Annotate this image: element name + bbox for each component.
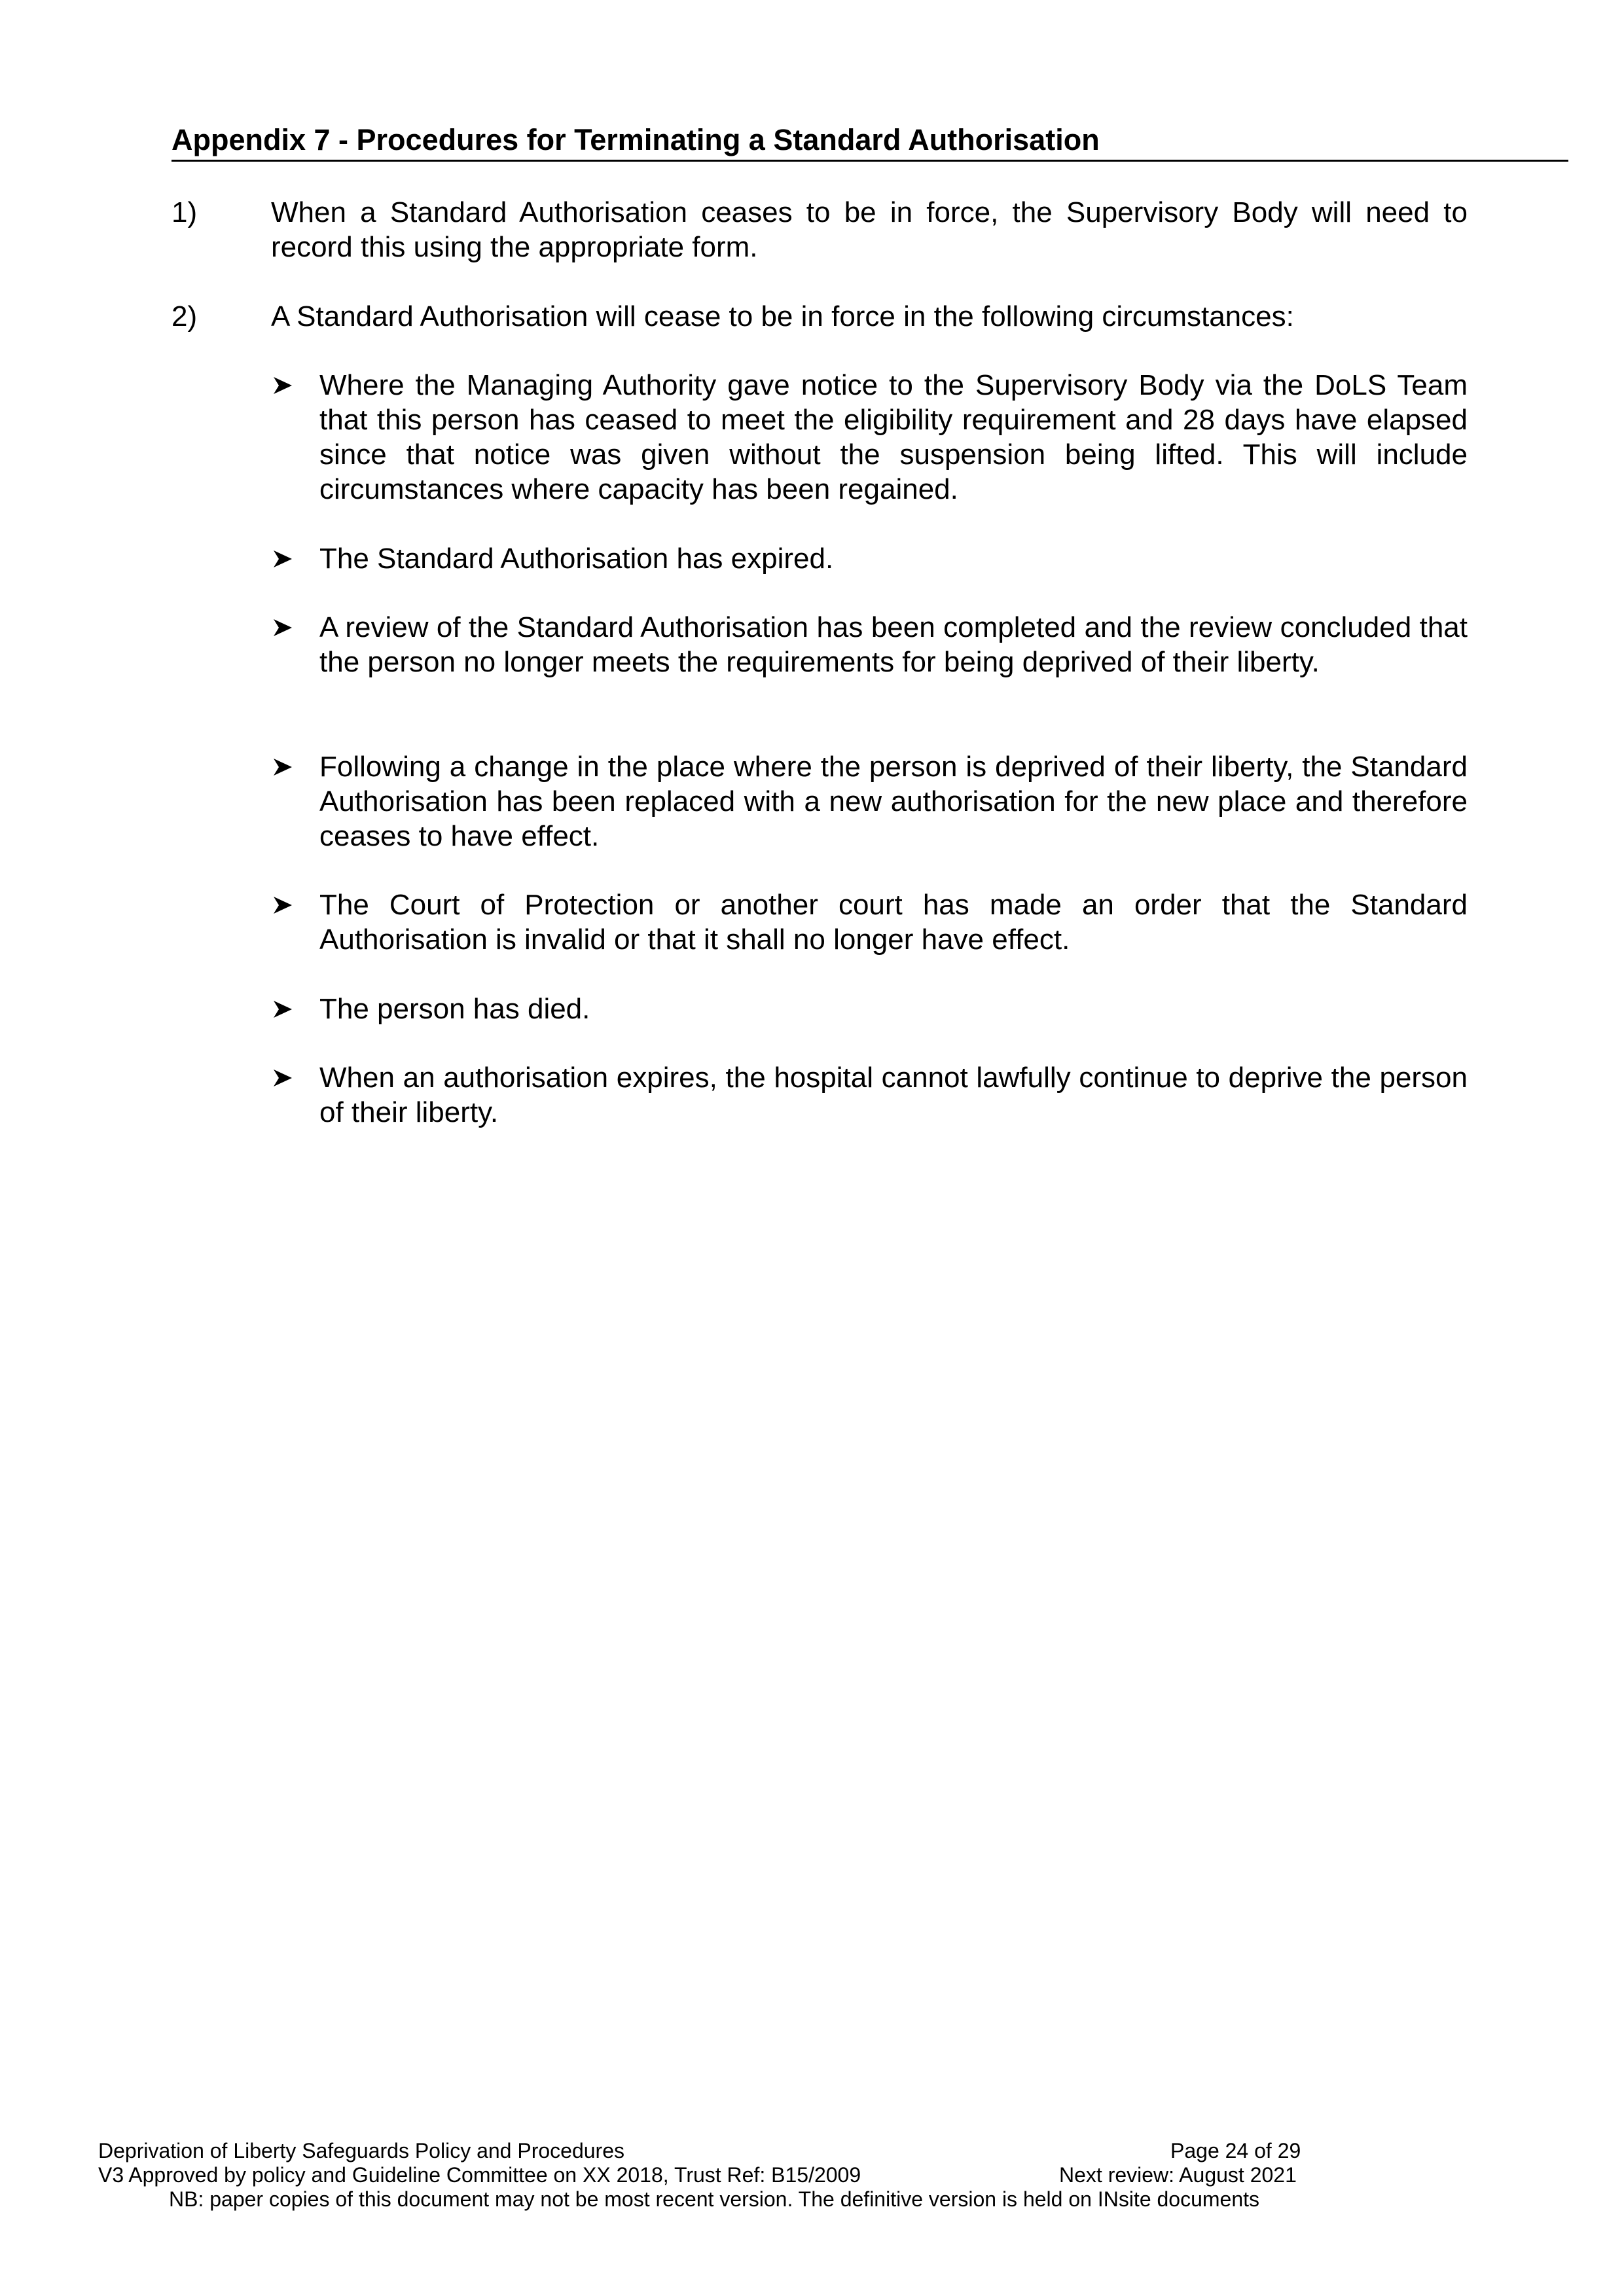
footer-note: NB: paper copies of this document may not be most recent version. The definitive version is held on INsite documents [169,2187,1260,2211]
bullet-text: The Court of Protection or another court has made an order that the Standard Authorisation is invalid or that it shall no longer have effect. [319,889,1468,956]
item-text: A Standard Authorisation will cease to be in force in the following circumstances: [271,300,1294,332]
bullet-text: Following a change in the place where the person is deprived of their liberty, the Standard Authorisation has been replaced with a new authorisation for the new place and therefore ceases to have effect. [319,751,1468,852]
footer-document-title: Deprivation of Liberty Safeguards Policy and Procedures [98,2139,624,2162]
footer-page-number: Page 24 of 29 [1170,2139,1301,2162]
bullet-text: The person has died. [319,993,590,1025]
arrow-bullet-icon [270,1060,296,1095]
footer-approval: V3 Approved by policy and Guideline Committee on XX 2018, Trust Ref: B15/2009 [98,2163,861,2187]
arrow-bullet-icon [270,992,296,1026]
arrow-bullet-icon [270,368,296,403]
bullet-text: A review of the Standard Authorisation has been completed and the review concluded that the person no longer meets the requirements for being deprived of their liberty. [319,611,1468,678]
arrow-bullet-icon [270,541,296,576]
arrow-bullet-icon [270,610,296,645]
page-title: Appendix 7 - Procedures for Terminating a Standard Authorisation [171,123,1568,162]
arrow-bullet-icon [270,749,296,784]
item-text: When a Standard Authorisation ceases to be in force, the Supervisory Body will need to record this using the appropriate form. [271,196,1468,263]
bullet-text: Where the Managing Authority gave notice to the Supervisory Body via the DoLS Team that this person has ceased to meet the eligibility requirement and 28 days have elapsed since that notice was given without the suspension being lifted. This will include circumstances where capacity has been regained. [319,369,1468,505]
bullet-text: The Standard Authorisation has expired. [319,543,834,575]
item-number: 2) [171,300,198,332]
footer-next-review: Next review: August 2021 [1059,2163,1297,2187]
arrow-bullet-icon [270,888,296,922]
bullet-text: When an authorisation expires, the hospital cannot lawfully continue to deprive the person of their liberty. [319,1062,1468,1128]
item-number: 1) [171,196,198,228]
